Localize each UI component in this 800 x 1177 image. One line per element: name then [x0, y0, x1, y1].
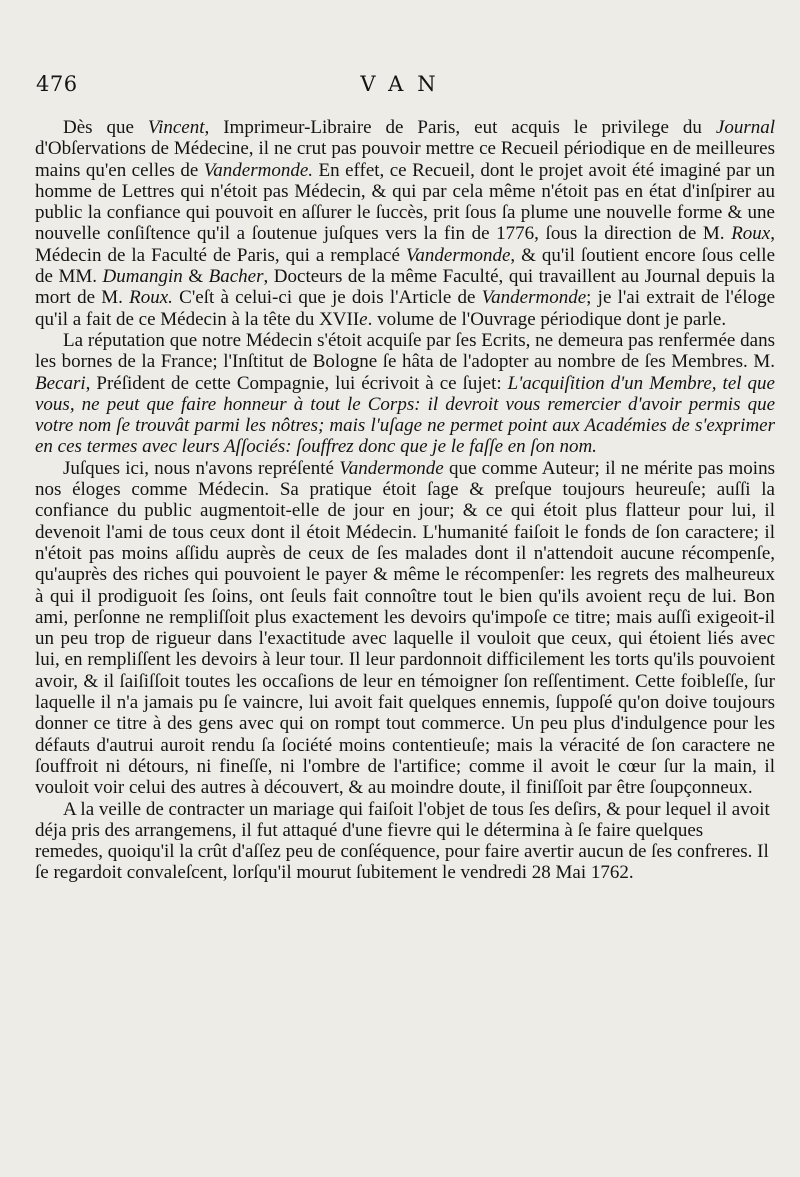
text-run: , Préſident de cette Compagnie, lui écrivoit à ce ſujet: [85, 372, 508, 394]
italic-run: Vandermonde [339, 457, 444, 479]
italic-run: Vandermonde. [203, 159, 314, 181]
paragraph [35, 458, 775, 799]
page-number: 476 [36, 72, 78, 96]
paragraph [35, 117, 775, 330]
text-run: , Médecin de la Faculté de Paris, qui a remplacé [35, 223, 775, 266]
text-run: d'Obſervations de Médecine, il ne crut pas pouvoir mettre ce Recueil périodique en de meilleures mains qu'en celles de [35, 138, 775, 181]
paragraph [35, 330, 775, 458]
text-run: Juſques ici, nous n'avons repréſenté [63, 457, 340, 479]
italic-run: Vincent [147, 117, 205, 138]
text-run: , & qu'il ſoutient encore ſous celle de MM. [35, 244, 775, 288]
body-text [35, 117, 775, 884]
italic-run: Vandermonde [405, 244, 511, 266]
text-run: En effet, ce Recueil, dont le projet avoit été imaginé par un homme de Lettres qui n'étoit pas Médecin, & qui par cela même n'étoit pas en état d'inſpirer au public la confiance qui pouvoit en aſſurer le ſuccès, prit ſous ſa plume une nouvelle forme & une nouvelle conſiſtence qu'il a ſoutenue juſques vers la fin de 1776, ſous la direction de M. [35, 159, 775, 245]
text-run: , Imprimeur-Libraire de Paris, eut acquis le privilege du [204, 117, 716, 138]
running-head: VAN [360, 72, 450, 96]
italic-run: L'acquiſition d'un Membre, tel que vous, ne peut que faire honneur à tout le Corps: il devroit vous remercier d'avoir permis que votre nom ſe trouvât parmi les nôtres; mais l'uſage ne permet point aux Académies de s'exprimer en ces termes avec leurs Aſſociés: ſouffrez donc que je le faſſe en ſon nom. [35, 372, 775, 458]
text-run: Dès que [63, 117, 148, 138]
italic-run: Becari [35, 372, 86, 394]
italic-run: Roux [731, 223, 771, 245]
italic-run: Journal [715, 117, 775, 138]
text-run: A la veille de contracter un mariage qui faiſoit l'objet de tous ſes deſirs, & pour lequel il avoit déja pris des arrangemens, il fut attaqué d'une fievre qui le détermina à ſe faire quelques remedes, quoiqu'il la crût d'aſſez peu de conſéquence, pour faire avertir aucun de ſes confreres. Il ſe regardoit convaleſcent, lorſqu'il mourut ſubitement le vendredi 28 Mai 1762. [35, 798, 770, 884]
text-run: ; je l'ai extrait de l'éloge qu'il a fait de ce Médecin à la tête du XVII [35, 287, 776, 330]
text-run: & [182, 266, 209, 288]
italic-run: Roux. [129, 287, 173, 309]
text-run: La réputation que notre Médecin s'étoit acquiſe par ſes Ecrits, ne demeura pas renfermée dans les bornes de la France; l'Inſtitut de Bologne ſe hâta de l'adopter au nombre de ſes Membres. M. [35, 329, 775, 373]
italic-run: e [359, 308, 368, 330]
text-run: que comme Auteur; il ne mérite pas moins nos éloges comme Médecin. Sa pratique étoit ſage & preſque toujours heureuſe; auſſi la confiance du public augmentoit-elle de jour en jour; & ce qui étoit plus flatteur pour lui, il devenoit l'ami de tous ceux dont il étoit Médecin. L'humanité faiſoit le fonds de ſon caractere; il n'étoit pas moins aſſidu auprès de ceux de ſes malades dont il n'attendoit aucune récompenſe, qu'auprès des riches qui pouvoient le payer & même le récompenſer: les regrets des malheureux à qui il prodiguoit ſes ſoins, ont ſeuls fait connoître tout le bien qu'ils avoient reçu de lui. Bon ami, perſonne ne rempliſſoit plus exactement les devoirs qu'impoſe ce titre; mais auſſi exigeoit-il un peu trop de rigueur dans l'exactitude avec laquelle il vouloit que ceux, qui étoient liés avec lui, en rempliſſent les devoirs à leur tour. Il leur pardonnoit difficilement les torts qu'ils pouvoient avoir, & il ſaiſiſſoit toutes les occaſions de leur en témoigner ſon reſſentiment. Cette foibleſſe, ſur laquelle il n'a jamais pu ſe vaincre, lui avoit fait quelques ennemis, ſuppoſé qu'on doive toujours donner ce titre à des gens avec qui on rompt tout commerce. Un peu plus d'indulgence pour les défauts d'autrui auroit rendu ſa ſociété moins contentieuſe; mais la véracité de ſon caractere ne ſouffroit ni détours, ni fineſſe, ni l'ombre de l'artifice; comme il avoit le cœur ſur la main, il vouloit voir celui des autres à découvert, & au moindre doute, il finiſſoit par être ſoupçonneux. [35, 457, 775, 799]
italic-run: Vandermonde [481, 287, 587, 309]
text-run: . volume de l'Ouvrage périodique dont je parle. [367, 308, 727, 330]
text-run: C'eſt à celui-ci que je dois l'Article de [172, 287, 482, 309]
italic-run: Bacher [208, 266, 264, 288]
paragraph [35, 799, 775, 884]
text-run: , Docteurs de la même Faculté, qui travaillent au Journal depuis la mort de M. [35, 266, 775, 309]
italic-run: Dumangin [102, 266, 183, 288]
page-header [0, 72, 800, 102]
